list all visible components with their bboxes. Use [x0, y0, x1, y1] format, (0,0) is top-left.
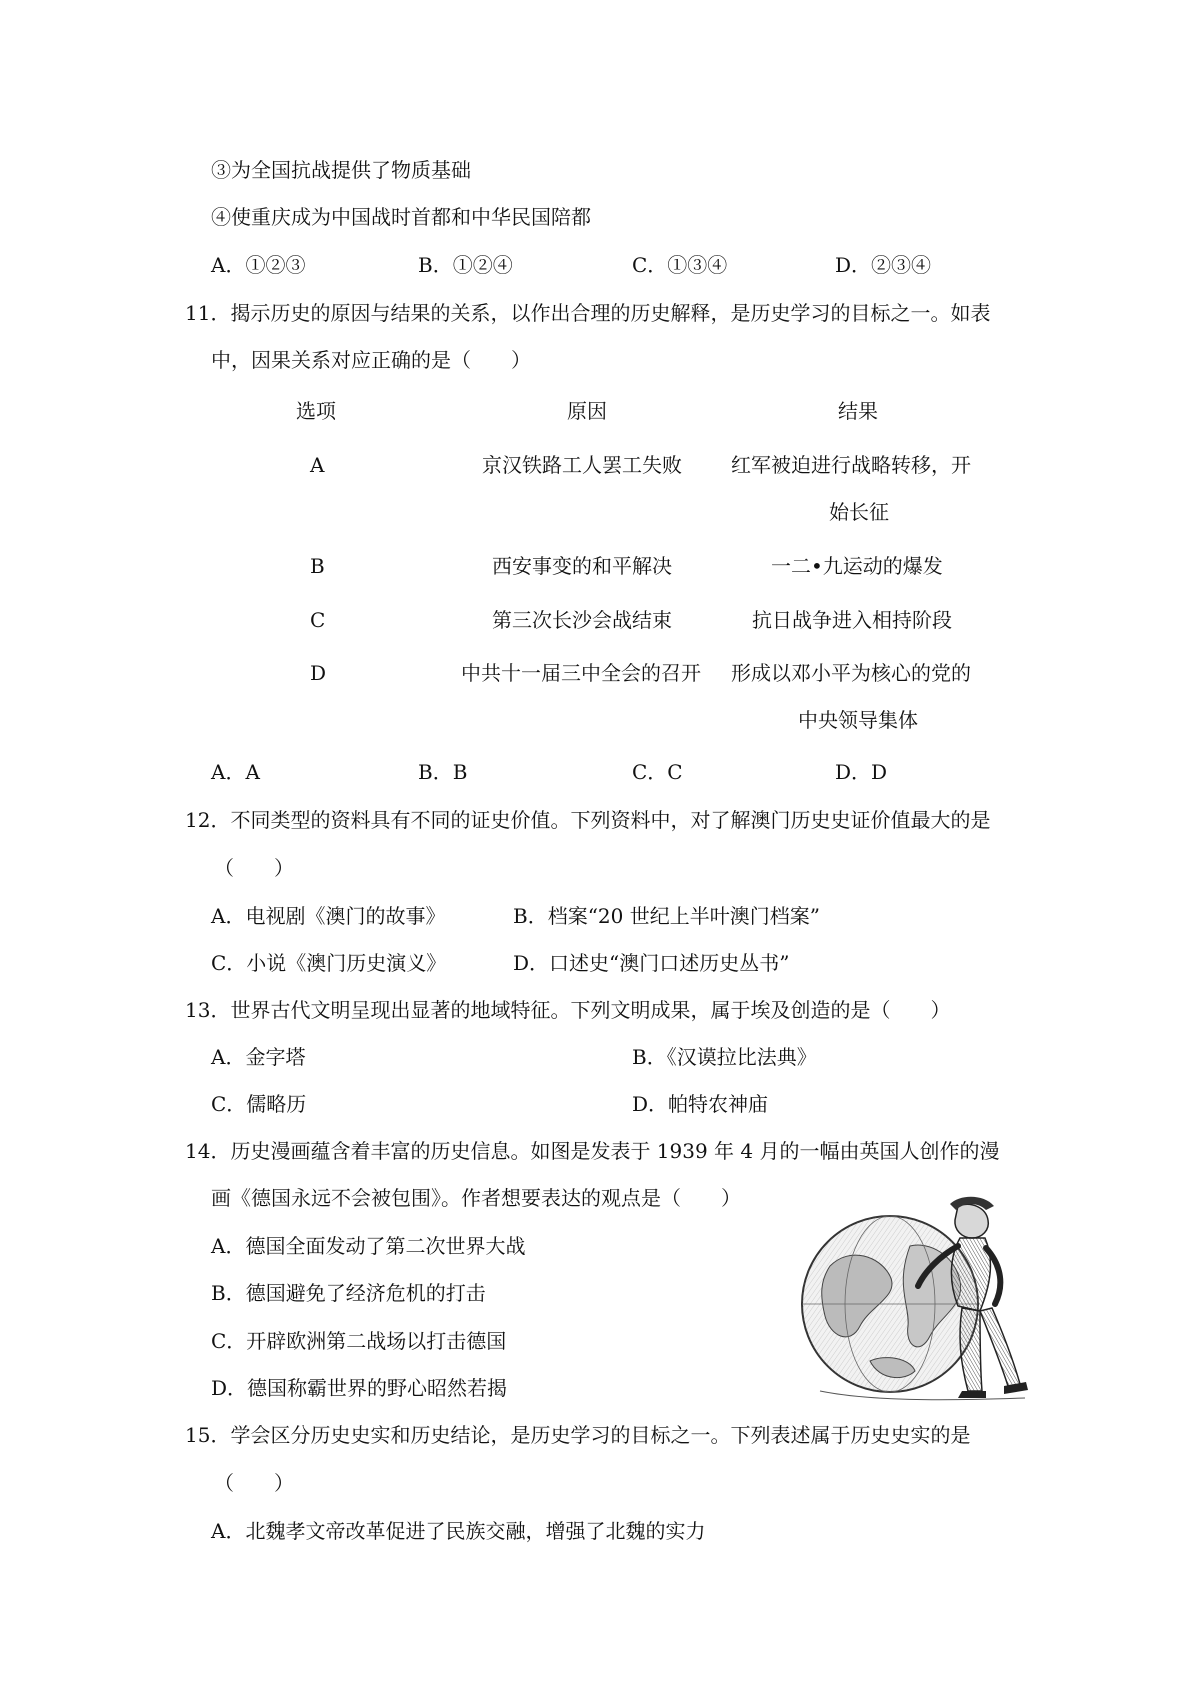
q11-option-a: A．A — [211, 760, 260, 784]
q12-option-c: C．小说《澳门历史演义》 — [211, 951, 447, 975]
q11-row-b-cause: 西安事变的和平解决 — [492, 554, 672, 578]
q12-option-b: B．档案“20 世纪上半叶澳门档案” — [513, 904, 820, 928]
q10-option-b: B．①②④ — [418, 253, 513, 277]
q12-stem-line1: 12．不同类型的资料具有不同的证史价值。下列资料中，对了解澳门历史史证价值最大的是 — [185, 808, 991, 832]
cartoon-germany-globe-image — [790, 1186, 1035, 1411]
q11-row-c-result: 抗日战争进入相持阶段 — [752, 608, 952, 632]
q11-row-d-result-cont: 中央领导集体 — [798, 708, 918, 732]
q11-row-d-cause: 中共十一届三中全会的召开 — [461, 661, 701, 685]
q12-option-a: A．电视剧《澳门的故事》 — [211, 904, 446, 928]
q11-row-a-option: A — [310, 453, 325, 477]
q15-stem-line1: 15．学会区分历史史实和历史结论，是历史学习的目标之一。下列表述属于历史史实的是 — [185, 1423, 971, 1447]
q11-row-a-cause: 京汉铁路工人罢工失败 — [482, 453, 682, 477]
q15-stem-line2: （ ） — [214, 1471, 294, 1495]
q11-table-header-result: 结果 — [838, 399, 878, 423]
q14-option-b: B．德国避免了经济危机的打击 — [211, 1281, 486, 1305]
q15-option-a: A．北魏孝文帝改革促进了民族交融，增强了北魏的实力 — [211, 1519, 706, 1543]
q11-row-b-result: 一二•九运动的爆发 — [771, 554, 943, 578]
q11-stem-line1: 11．揭示历史的原因与结果的关系，以作出合理的历史解释，是历史学习的目标之一。如表 — [185, 301, 991, 325]
q14-stem-line1: 14．历史漫画蕴含着丰富的历史信息。如图是发表于 1939 年 4 月的一幅由英国人创作的漫 — [185, 1139, 1000, 1163]
q10-option-d: D．②③④ — [835, 253, 932, 277]
q11-row-a-result: 红军被迫进行战略转移，开 — [731, 453, 971, 477]
q11-row-d-option: D — [310, 661, 327, 685]
q11-row-d-result: 形成以邓小平为核心的党的 — [731, 661, 971, 685]
q11-row-c-cause: 第三次长沙会战结束 — [492, 608, 672, 632]
q10-item-4: ④使重庆成为中国战时首都和中华民国陪都 — [211, 205, 591, 229]
q13-stem-line1: 13．世界古代文明呈现出显著的地域特征。下列文明成果，属于埃及创造的是（ ） — [185, 998, 951, 1022]
q11-stem-line2: 中，因果关系对应正确的是（ ） — [211, 348, 531, 372]
q12-option-d: D．口述史“澳门口述历史丛书” — [513, 951, 790, 975]
q13-option-b: B．《汉谟拉比法典》 — [632, 1045, 817, 1069]
q14-stem-line2: 画《德国永远不会被包围》。作者想要表达的观点是（ ） — [211, 1186, 741, 1210]
q11-option-c: C．C — [632, 760, 683, 784]
q11-option-d: D．D — [835, 760, 888, 784]
q10-option-a: A．①②③ — [211, 253, 306, 277]
q10-option-c: C．①③④ — [632, 253, 728, 277]
q12-stem-line2: （ ） — [214, 856, 294, 880]
q10-item-3: ③为全国抗战提供了物质基础 — [211, 158, 471, 182]
q14-option-c: C．开辟欧洲第二战场以打击德国 — [211, 1329, 507, 1353]
q13-option-a: A．金字塔 — [211, 1045, 306, 1069]
q11-row-b-option: B — [310, 554, 325, 578]
q14-option-d: D．德国称霸世界的野心昭然若揭 — [211, 1376, 508, 1400]
q13-option-d: D．帕特农神庙 — [632, 1092, 769, 1116]
q11-table-header-cause: 原因 — [567, 399, 607, 423]
q13-option-c: C．儒略历 — [211, 1092, 307, 1116]
q11-row-a-result-cont: 始长征 — [829, 500, 889, 524]
q14-option-a: A．德国全面发动了第二次世界大战 — [211, 1234, 526, 1258]
q11-row-c-option: C — [310, 608, 326, 632]
q11-option-b: B．B — [418, 760, 468, 784]
q11-table-header-option: 选项 — [296, 399, 336, 423]
